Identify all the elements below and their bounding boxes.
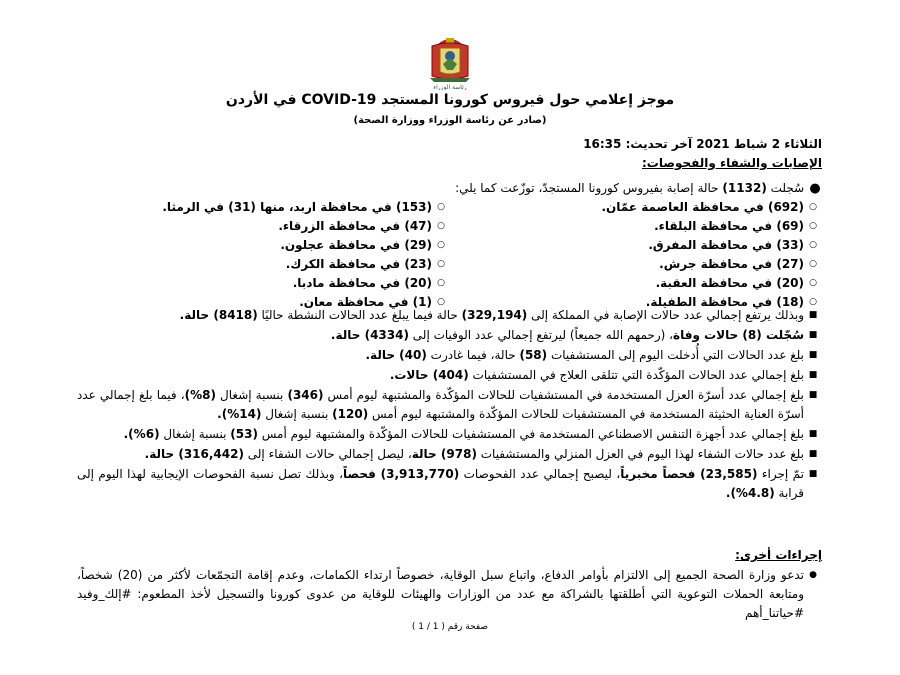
list-item: [77, 425, 822, 444]
text-segment: تمّ إجراء: [757, 467, 804, 481]
intro-prefix: سُجلت: [766, 181, 805, 195]
text-segment: بلغ عدد حالات الشفاء لهذا اليوم في العزل المنزلي والمستشفيات: [476, 447, 804, 461]
circle-bullet-icon: ○: [437, 239, 445, 250]
circle-bullet-icon: ○: [809, 258, 817, 269]
text-segment: بلغ إجمالي عدد أسرّة العزل المستخدمة في المستشفيات للحالات المؤكّدة والمشتبهة ليوم أمس: [323, 388, 804, 402]
text-segment: (316,442) حالة.: [144, 447, 244, 461]
list-item: [77, 326, 822, 345]
grid-row: [77, 273, 822, 292]
governorate-grid: [77, 197, 822, 311]
intro-count: (1132): [722, 181, 767, 195]
text-segment: بلغ إجمالي عدد الحالات المؤكّدة التي تتلقى العلاج في المستشفيات: [468, 368, 804, 382]
circle-bullet-icon: ○: [437, 220, 445, 231]
text-segment: ، (رحمهم الله جميعاً) ليرتفع إجمالي عدد الوفيات إلى: [408, 328, 674, 342]
text-segment: (346): [287, 388, 324, 402]
section-heading-other: إجراءات أخرى:: [735, 548, 822, 562]
list-item: [77, 306, 822, 325]
circle-bullet-icon: ○: [809, 277, 817, 288]
text-segment: (40) حالة.: [365, 348, 427, 362]
circle-bullet-icon: ○: [809, 220, 817, 231]
square-bullet-icon: ■: [808, 370, 818, 380]
governorate-item: [450, 197, 822, 216]
governorate-text: (47) في محافظة الزرقاء.: [278, 218, 432, 233]
intro-suffix: حالة إصابة بفيروس كورونا المستجدّ، توزّعت كما يلي:: [455, 181, 723, 195]
text-segment: (329,194): [461, 308, 528, 322]
governorate-text: (23) في محافظة الكرك.: [285, 256, 432, 271]
governorate-text: (1) في محافظة معان.: [299, 294, 432, 309]
governorate-text: (29) في محافظة عجلون.: [280, 237, 432, 252]
list-item: [77, 445, 822, 464]
square-bullet-icon: ■: [808, 429, 818, 439]
governorate-text: (69) في محافظة البلقاء.: [654, 218, 804, 233]
circle-bullet-icon: ○: [809, 239, 817, 250]
text-segment: (14%).: [217, 407, 262, 421]
list-item-text: [77, 465, 804, 503]
text-segment: بنسبة إشغال: [159, 427, 231, 441]
square-bullet-icon: ■: [808, 390, 818, 400]
governorate-text: (33) في محافظة المفرق.: [648, 237, 804, 252]
list-item-text: [77, 306, 804, 325]
text-segment: (4.8%).: [725, 486, 775, 500]
list-item-text: [77, 326, 804, 345]
square-bullet-icon: ■: [808, 449, 818, 459]
governorate-text: (20) في محافظة مادبا.: [292, 275, 432, 290]
list-item: [77, 465, 822, 503]
text-segment: بلغ عدد الحالات التي أُدخلت اليوم إلى المستشفيات: [547, 348, 804, 362]
governorate-item: [78, 216, 450, 235]
governorate-item: [450, 216, 822, 235]
square-bullet-icon: ■: [808, 310, 818, 320]
list-item: [77, 566, 822, 623]
other-measures: [77, 566, 822, 624]
governorate-item: [450, 273, 822, 292]
list-item: [77, 386, 822, 424]
circle-bullet-icon: ○: [809, 201, 817, 212]
text-segment: (8%): [184, 388, 216, 402]
text-segment: بنسبة إشغال: [215, 388, 288, 402]
text-segment: ، وبذلك تصل نسبة الفحوصات الإيجابية لهذا اليوم إلى قرابة: [77, 467, 804, 500]
list-item-text: [77, 346, 804, 365]
text-segment: (23,585) فحصاً مخبرياً: [620, 467, 758, 481]
emblem-caption: رئاسة الوزراء: [433, 84, 467, 90]
text-segment: (58): [519, 348, 548, 362]
square-bullet-icon: ■: [808, 469, 818, 479]
text-segment: بلغ إجمالي عدد أجهزة التنفس الاصطناعي المستخدمة في المستشفيات للحالات المؤكّدة والمشتبهة ليوم أمس: [257, 427, 804, 441]
grid-row: [77, 235, 822, 254]
text-segment: حالة، فيما غادرت: [426, 348, 520, 362]
governorate-text: (27) في محافظة جرش.: [659, 256, 804, 271]
text-segment: ، ليصل إجمالي حالات الشفاء إلى: [243, 447, 412, 461]
governorate-text: (153) في محافظة اربد، منها (31) في الرمثا.: [162, 199, 432, 214]
text-segment: بنسبة إشغال: [261, 407, 333, 421]
list-item-text: [77, 445, 804, 464]
grid-row: [77, 254, 822, 273]
text-segment: ، ليصبح إجمالي عدد الفحوصات: [459, 467, 621, 481]
governorate-item: [450, 254, 822, 273]
governorate-text: (692) في محافظة العاصمة عمّان.: [601, 199, 804, 214]
square-bullet-icon: ■: [808, 330, 818, 340]
governorate-item: [450, 235, 822, 254]
circle-bullet-icon: ○: [809, 296, 817, 307]
grid-row: [77, 216, 822, 235]
circle-bullet-icon: ○: [437, 277, 445, 288]
text-segment: (6%).: [123, 427, 160, 441]
text-segment: ، فيما بلغ إجمالي عدد أسرّة العناية الحثيثة المستخدمة في المستشفيات للحالات المؤكّدة والمشتبهة ليوم أمس: [77, 388, 804, 421]
governorate-item: [78, 273, 450, 292]
text-segment: (120): [332, 407, 369, 421]
square-bullet-icon: ■: [808, 350, 818, 360]
page-title: موجز إعلامي حول فيروس كورونا المستجد COVID-19 في الأردن: [225, 92, 675, 108]
text-segment: (53): [230, 427, 258, 441]
text-segment: وبذلك يرتفع إجمالي عدد حالات الإصابة في المملكة إلى: [527, 308, 804, 322]
text-segment: حالة فيما يبلغ عدد الحالات النشطة حاليًا: [257, 308, 462, 322]
circle-bullet-icon: ○: [437, 201, 445, 212]
bullet-icon: ●: [809, 181, 821, 196]
governorate-item: [78, 235, 450, 254]
list-item: [77, 366, 822, 385]
text-segment: سُجّلت (8) حالات وفاة: [673, 328, 804, 342]
text-segment: (3,913,770) فحصاً: [343, 467, 460, 481]
page-subtitle: (صادر عن رئاسة الوزراء ووزارة الصحة): [353, 115, 547, 126]
section-heading-cases: الإصابات والشفاء والفحوصات:: [642, 156, 822, 170]
list-item: [77, 346, 822, 365]
list-item-text: [77, 386, 804, 424]
governorate-item: [78, 197, 450, 216]
statistics-list: [77, 306, 822, 504]
list-item-text: [77, 425, 804, 444]
text-segment: (978) حالة: [411, 447, 477, 461]
circle-bullet-icon: ○: [437, 258, 445, 269]
text-segment: (8418) حالة.: [179, 308, 258, 322]
update-dateline: الثلاثاء 2 شباط 2021 آخر تحديث: 16:35: [583, 137, 822, 151]
cases-intro: [82, 181, 822, 196]
governorate-text: (18) في محافظة الطفيلة.: [645, 294, 804, 309]
bullet-icon: ●: [809, 570, 817, 580]
circle-bullet-icon: ○: [437, 296, 445, 307]
other-measures-text: تدعو وزارة الصحة الجميع إلى الالتزام بأوامر الدفاع، واتباع سبل الوقاية، خصوصاً ارتداء الكمامات، وعدم إقامة التجمّعات لأكثر من (20) شخصاً، ومتابعة الحملات التوعوية التي أطلقتها بالشراكة مع عدد من الوزارات والهيئات للوقاية من عدوى كورونا والتسجيل لأخذ المطعوم: #إلك_وفيد #حياتنا_أهم: [77, 568, 804, 620]
text-segment: (404) حالات.: [389, 368, 469, 382]
grid-row: [77, 197, 822, 216]
governorate-text: (20) في محافظة العقبة.: [655, 275, 804, 290]
list-item-text: [77, 366, 804, 385]
text-segment: (4334) حالة.: [330, 328, 409, 342]
governorate-item: [78, 254, 450, 273]
jordan-coat-of-arms-icon: [418, 36, 482, 90]
page-number: صفحة رقم ( 1 / 1 ): [411, 622, 489, 632]
